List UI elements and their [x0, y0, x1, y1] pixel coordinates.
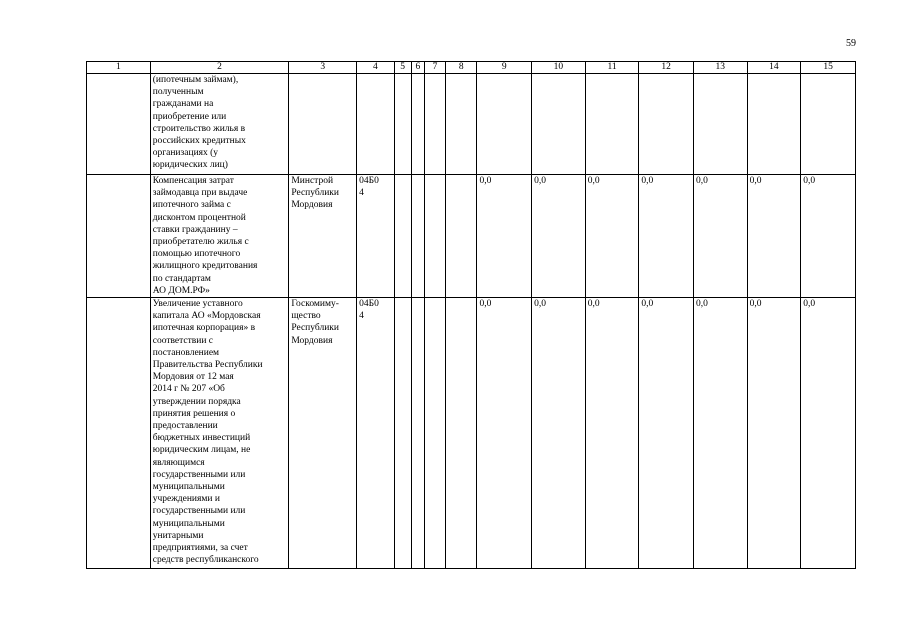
table-cell-value: 0,0 — [477, 298, 532, 569]
column-header: 4 — [357, 62, 394, 74]
table-cell-value: 0,0 — [639, 175, 694, 298]
table-cell — [424, 298, 445, 569]
table-cell — [87, 175, 151, 298]
table-cell-value: 0,0 — [747, 298, 801, 569]
column-header: 13 — [693, 62, 747, 74]
table-cell — [411, 175, 424, 298]
column-header: 9 — [477, 62, 532, 74]
table-cell-value: 0,0 — [801, 298, 856, 569]
table-cell — [394, 74, 411, 175]
table-cell-value: 0,0 — [693, 175, 747, 298]
table-cell — [446, 74, 477, 175]
table-row — [87, 175, 856, 298]
table-cell-executor: Минстрой Республики Мордовия — [289, 175, 357, 298]
column-header: 12 — [639, 62, 694, 74]
table-cell-value: 0,0 — [532, 175, 586, 298]
column-header: 1 — [87, 62, 151, 74]
table-cell-value: 0,0 — [639, 298, 694, 569]
table-row — [87, 74, 856, 175]
table-cell — [446, 175, 477, 298]
column-header: 3 — [289, 62, 357, 74]
column-header: 10 — [532, 62, 586, 74]
table-cell-description: Компенсация затрат займодавца при выдаче ипотечного займа с дисконтом процентной ставки гражданину – приобретателю жилья с помощью ипотечного жилищного кредитования по стандартам АО ДОМ.РФ» — [150, 175, 289, 298]
table-cell — [693, 74, 747, 175]
table-cell — [289, 74, 357, 175]
table-cell — [532, 74, 586, 175]
table-cell-value: 0,0 — [585, 175, 639, 298]
table-cell — [424, 74, 445, 175]
page-number: 59 — [846, 38, 856, 49]
table-cell-value: 0,0 — [585, 298, 639, 569]
table-cell — [87, 298, 151, 569]
table-cell-description: Увеличение уставного капитала АО «Мордовская ипотечная корпорация» в соответствии с постановлением Правительства Республики Мордовия от 12 мая 2014 г № 207 «Об утверждении порядка принятия решения о предоставлении бюджетных инвестиций юридическим лицам, не являющимся государственными или муниципальными учреждениями и государственными или муниципальными унитарными предприятиями, за счет средств республиканского — [150, 298, 289, 569]
table-cell — [357, 74, 394, 175]
table-cell — [411, 298, 424, 569]
column-header: 8 — [446, 62, 477, 74]
table-cell — [394, 175, 411, 298]
table-cell-value: 0,0 — [747, 175, 801, 298]
column-header: 2 — [150, 62, 289, 74]
budget-table — [86, 61, 856, 569]
table-cell-description: (ипотечным займам), полученным гражданами на приобретение или строительство жилья в российских кредитных организациях (у юридических лиц) — [150, 74, 289, 175]
table-cell — [747, 74, 801, 175]
column-header: 5 — [394, 62, 411, 74]
table-cell — [394, 298, 411, 569]
column-header: 11 — [585, 62, 639, 74]
header-row — [87, 62, 856, 74]
table-cell-code: 04Б0 4 — [357, 175, 394, 298]
table-cell — [477, 74, 532, 175]
table-cell — [585, 74, 639, 175]
table-cell — [639, 74, 694, 175]
table-cell-value: 0,0 — [693, 298, 747, 569]
table-cell — [87, 74, 151, 175]
table-cell-value: 0,0 — [532, 298, 586, 569]
table-cell-code: 04Б0 4 — [357, 298, 394, 569]
table-cell — [446, 298, 477, 569]
table-cell-value: 0,0 — [801, 175, 856, 298]
table-cell — [411, 74, 424, 175]
column-header: 14 — [747, 62, 801, 74]
table-cell-value: 0,0 — [477, 175, 532, 298]
table-cell-executor: Госкомиму- щество Республики Мордовия — [289, 298, 357, 569]
table-row — [87, 298, 856, 569]
column-header: 6 — [411, 62, 424, 74]
column-header: 7 — [424, 62, 445, 74]
table-cell — [801, 74, 856, 175]
column-header: 15 — [801, 62, 856, 74]
table-cell — [424, 175, 445, 298]
